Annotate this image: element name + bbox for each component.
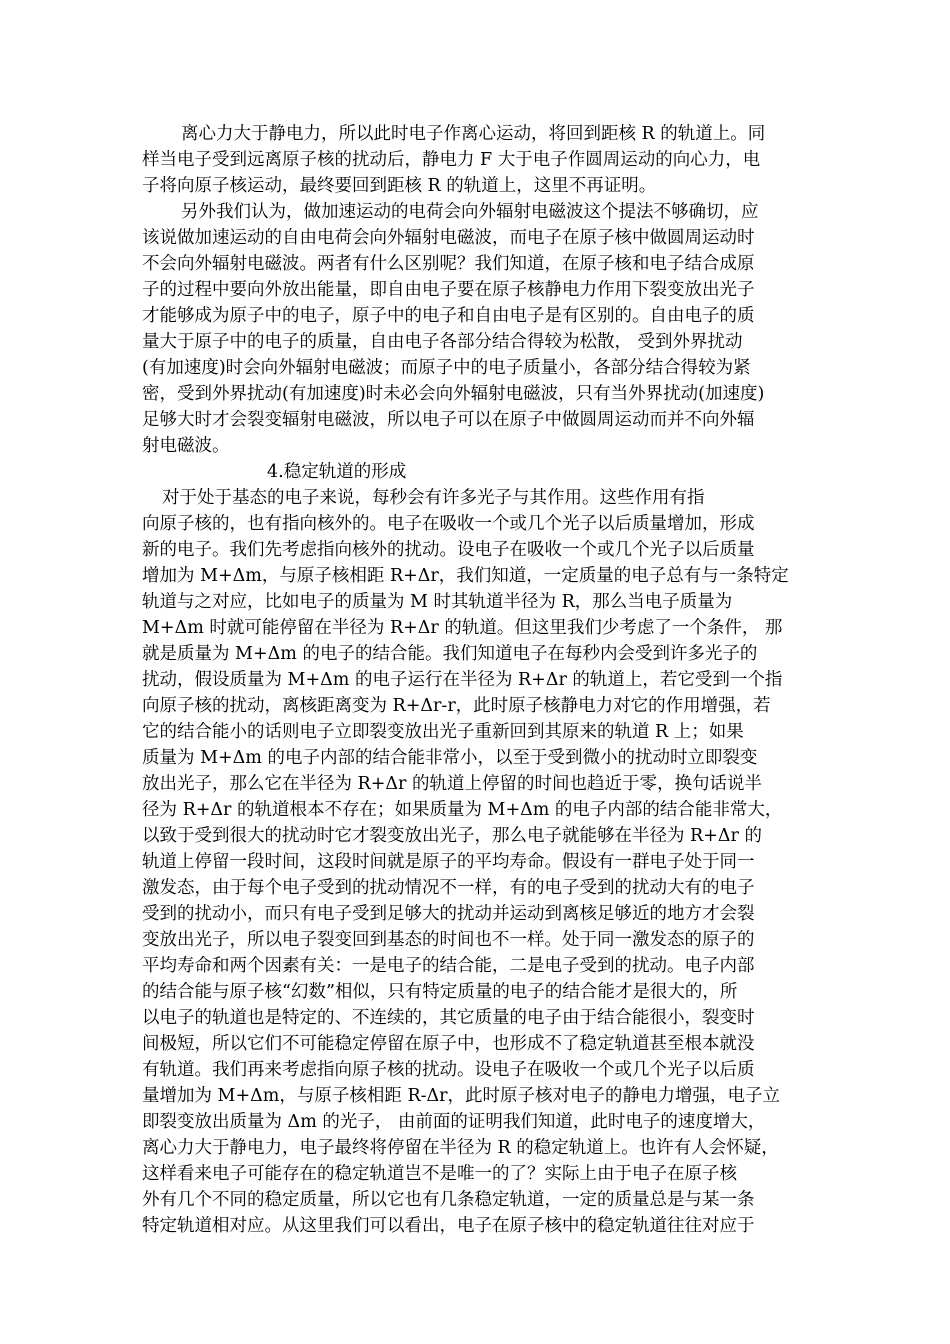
text-line: 就是质量为 M+Δm 的电子的结合能。我们知道电子在每秒内会受到许多光子的 — [142, 644, 758, 664]
text-line: 平均寿命和两个因素有关：一是电子的结合能，二是电子受到的扰动。电子内部 — [142, 956, 755, 976]
text-line: 质量为 M+Δm 的电子内部的结合能非常小，以至于受到微小的扰动时立即裂变 — [142, 748, 758, 768]
text-line: (有加速度)时会向外辐射电磁波；而原子中的电子质量小，各部分结合得较为紧 — [142, 358, 751, 378]
text-line: 以电子的轨道也是特定的、不连续的，其它质量的电子由于结合能很小，裂变时 — [142, 1008, 755, 1028]
text-line: 射电磁波。 — [142, 436, 230, 456]
text-line: 离心力大于静电力，电子最终将停留在半径为 R 的稳定轨道上。也许有人会怀疑， — [142, 1138, 779, 1158]
text-line: 变放出光子，所以电子裂变回到基态的时间也不一样。处于同一激发态的原子的 — [142, 930, 755, 950]
text-line: 以致于受到很大的扰动时它才裂变放出光子，那么电子就能够在半径为 R+Δr 的 — [142, 826, 762, 846]
text-line: 子的过程中要向外放出能量，即自由电子要在原子核静电力作用下裂变放出光子 — [142, 280, 755, 300]
text-line: 对于处于基态的电子来说，每秒会有许多光子与其作用。这些作用有指 — [162, 488, 705, 508]
text-line: 才能够成为原子中的电子，原子中的电子和自由电子是有区别的。自由电子的质 — [142, 306, 755, 326]
section-heading: 4.稳定轨道的形成 — [267, 462, 407, 482]
text-line: 不会向外辐射电磁波。两者有什么区别呢？我们知道，在原子核和电子结合成原 — [142, 254, 755, 274]
text-line: 向原子核的扰动，离核距离变为 R+Δr-r，此时原子核静电力对它的作用增强，若 — [142, 696, 771, 716]
text-line: 样当电子受到远离原子核的扰动后，静电力 F 大于电子作圆周运动的向心力，电 — [142, 150, 761, 170]
text-line: 量增加为 M+Δm，与原子核相距 R-Δr，此时原子核对电子的静电力增强，电子立 — [142, 1086, 781, 1106]
text-line: 扰动，假设质量为 M+Δm 的电子运行在半径为 R+Δr 的轨道上，若它受到一个指 — [142, 670, 783, 690]
text-line: 足够大时才会裂变辐射电磁波，所以电子可以在原子中做圆周运动而并不向外辐 — [142, 410, 755, 430]
text-line: 有轨道。我们再来考虑指向原子核的扰动。设电子在吸收一个或几个光子以后质 — [142, 1060, 755, 1080]
text-line: 激发态，由于每个电子受到的扰动情况不一样，有的电子受到的扰动大有的电子 — [142, 878, 755, 898]
text-line: 这样看来电子可能存在的稳定轨道岂不是唯一的了？实际上由于电子在原子核 — [142, 1164, 737, 1184]
text-line: 外有几个不同的稳定质量，所以它也有几条稳定轨道，一定的质量总是与某一条 — [142, 1190, 755, 1210]
text-line: 向原子核的，也有指向核外的。电子在吸收一个或几个光子以后质量增加，形成 — [142, 514, 755, 534]
text-line: 受到的扰动小，而只有电子受到足够大的扰动并运动到离核足够近的地方才会裂 — [142, 904, 755, 924]
text-line: 离心力大于静电力，所以此时电子作离心运动，将回到距核 R 的轨道上。同 — [181, 124, 766, 144]
text-line: 轨道与之对应，比如电子的质量为 M 时其轨道半径为 R，那么当电子质量为 — [142, 592, 733, 612]
text-line: 轨道上停留一段时间，这段时间就是原子的平均寿命。假设有一群电子处于同一 — [142, 852, 755, 872]
text-line: 子将向原子核运动，最终要回到距核 R 的轨道上，这里不再证明。 — [142, 176, 657, 196]
text-line: 的结合能与原子核“幻数”相似，只有特定质量的电子的结合能才是很大的，所 — [142, 982, 738, 1002]
text-line: M+Δm 时就可能停留在半径为 R+Δr 的轨道。但这里我们少考虑了一个条件， 那 — [142, 618, 783, 638]
text-line: 另外我们认为，做加速运动的电荷会向外辐射电磁波这个提法不够确切，应 — [181, 202, 759, 222]
text-line: 密，受到外界扰动(有加速度)时未必会向外辐射电磁波，只有当外界扰动(加速度) — [142, 384, 765, 404]
text-line: 即裂变放出质量为 Δm 的光子， 由前面的证明我们知道，此时电子的速度增大， — [142, 1112, 766, 1132]
text-line: 新的电子。我们先考虑指向核外的扰动。设电子在吸收一个或几个光子以后质量 — [142, 540, 755, 560]
text-line: 特定轨道相对应。从这里我们可以看出，电子在原子核中的稳定轨道往往对应于 — [142, 1216, 755, 1236]
text-line: 增加为 M+Δm，与原子核相距 R+Δr，我们知道，一定质量的电子总有与一条特定 — [142, 566, 789, 586]
text-line: 量大于原子中的电子的质量，自由电子各部分结合得较为松散， 受到外界扰动 — [142, 332, 743, 352]
text-line: 间极短，所以它们不可能稳定停留在原子中，也形成不了稳定轨道甚至根本就没 — [142, 1034, 755, 1054]
text-line: 该说做加速运动的自由电荷会向外辐射电磁波，而电子在原子核中做圆周运动时 — [142, 228, 755, 248]
text-line: 它的结合能小的话则电子立即裂变放出光子重新回到其原来的轨道 R 上；如果 — [142, 722, 744, 742]
text-line: 放出光子，那么它在半径为 R+Δr 的轨道上停留的时间也趋近于零，换句话说半 — [142, 774, 762, 794]
text-line: 径为 R+Δr 的轨道根本不存在；如果质量为 M+Δm 的电子内部的结合能非常大， — [142, 800, 783, 820]
